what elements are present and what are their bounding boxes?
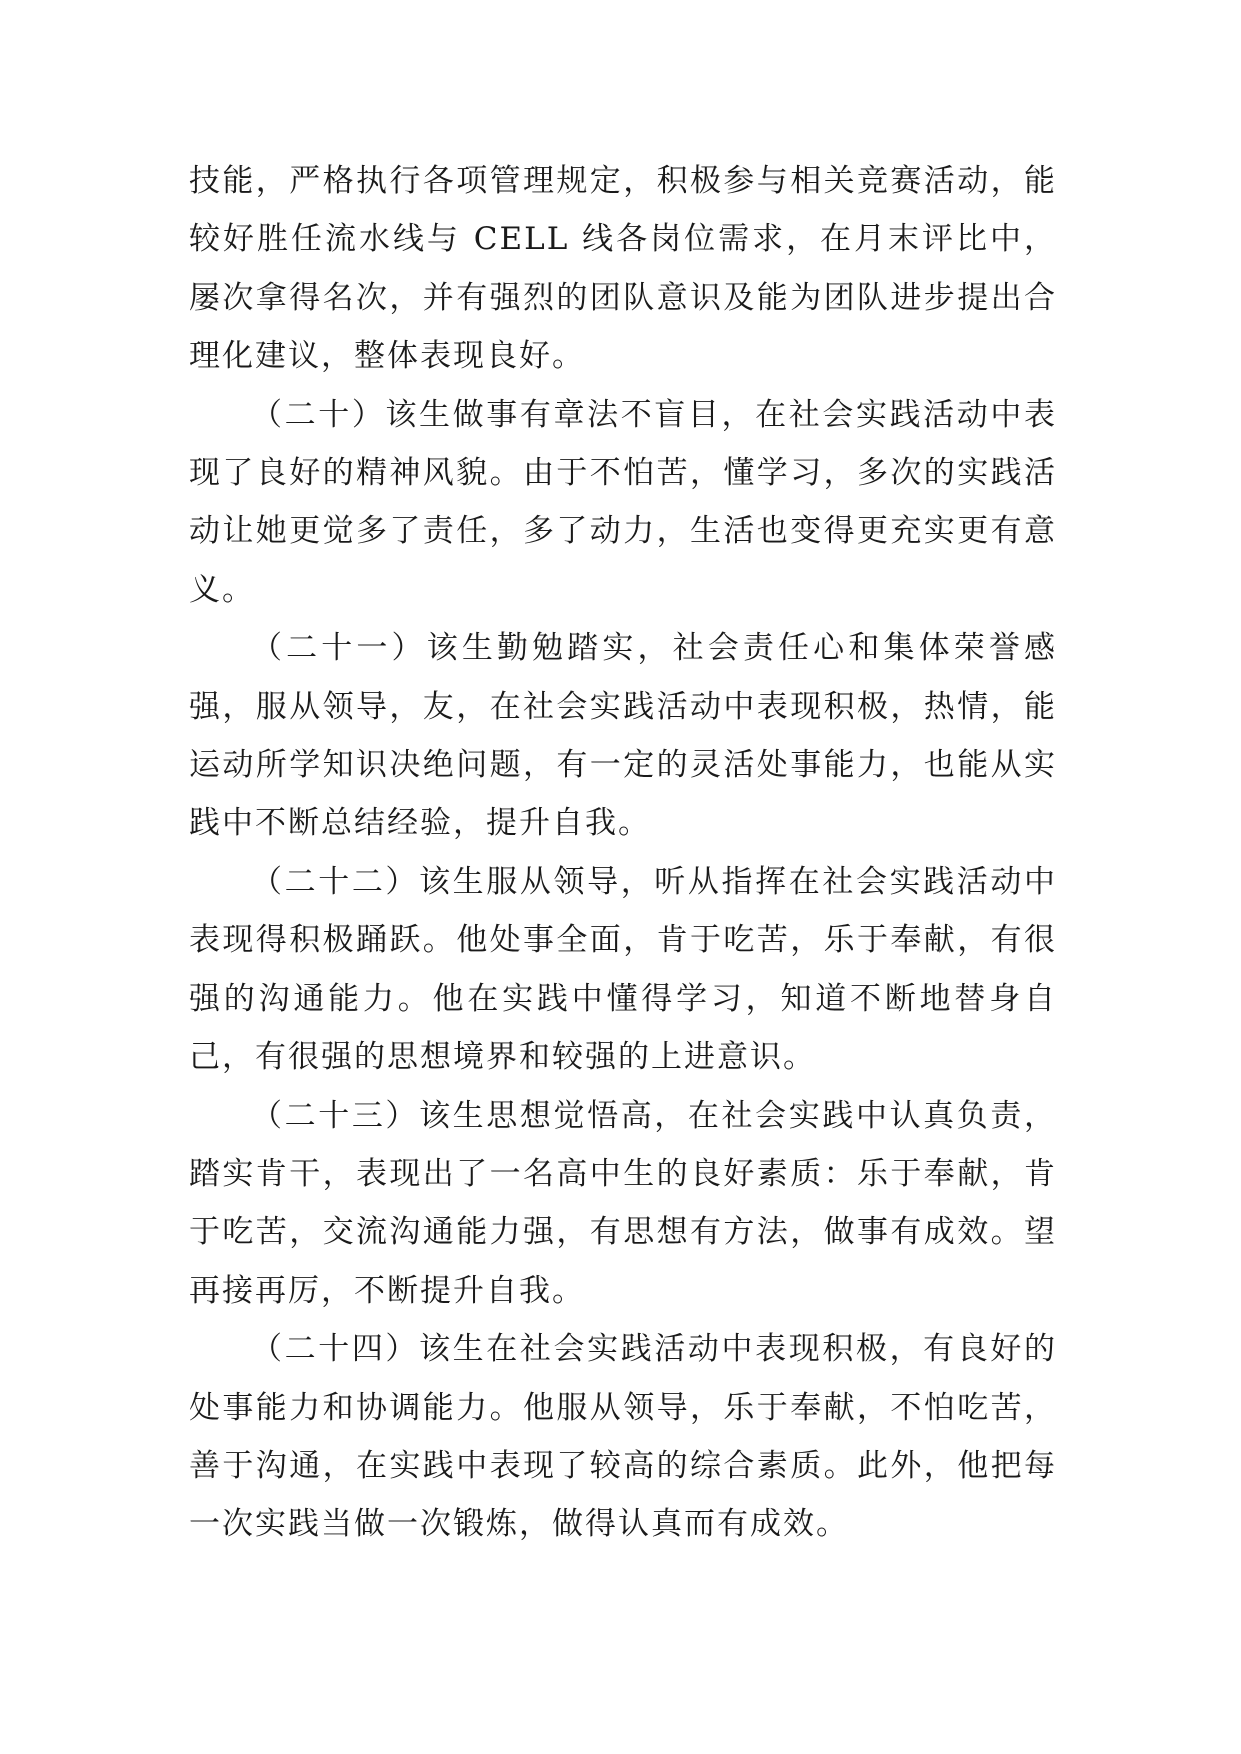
- paragraph-continuation: 技能，严格执行各项管理规定，积极参与相关竞赛活动，能较好胜任流水线与 CELL 线各岗位需求，在月末评比中，屡次拿得名次，并有强烈的团队意识及能为团队进步提出合理化建议，整体表现良好。: [189, 163, 1057, 375]
- paragraph-item-23: （二十三）该生思想觉悟高，在社会实践中认真负责，踏实肯干，表现出了一名高中生的良好素质：乐于奉献，肯于吃苦，交流沟通能力强，有思想有方法，做事有成效。望再接再厉，不断提升自我。: [189, 1097, 1057, 1309]
- paragraph-item-21: （二十一）该生勤勉踏实，社会责任心和集体荣誉感强，服从领导，友，在社会实践活动中表现积极，热情，能运动所学知识决绝问题，有一定的灵活处事能力，也能从实践中不断总结经验，提升自我。: [189, 630, 1057, 842]
- document-body: [189, 152, 1057, 1554]
- paragraph-item-24: （二十四）该生在社会实践活动中表现积极，有良好的处事能力和协调能力。他服从领导，乐于奉献，不怕吃苦，善于沟通，在实践中表现了较高的综合素质。此外，他把每一次实践当做一次锻炼，做得认真而有成效。: [189, 1331, 1057, 1543]
- paragraph-item-20: （二十）该生做事有章法不盲目，在社会实践活动中表现了良好的精神风貌。由于不怕苦，懂学习，多次的实践活动让她更觉多了责任，多了动力，生活也变得更充实更有意义。: [189, 396, 1057, 608]
- paragraph-item-22: （二十二）该生服从领导，听从指挥在社会实践活动中表现得积极踊跃。他处事全面，肯于吃苦，乐于奉献，有很强的沟通能力。他在实践中懂得学习，知道不断地替身自己，有很强的思想境界和较强的上进意识。: [189, 863, 1057, 1076]
